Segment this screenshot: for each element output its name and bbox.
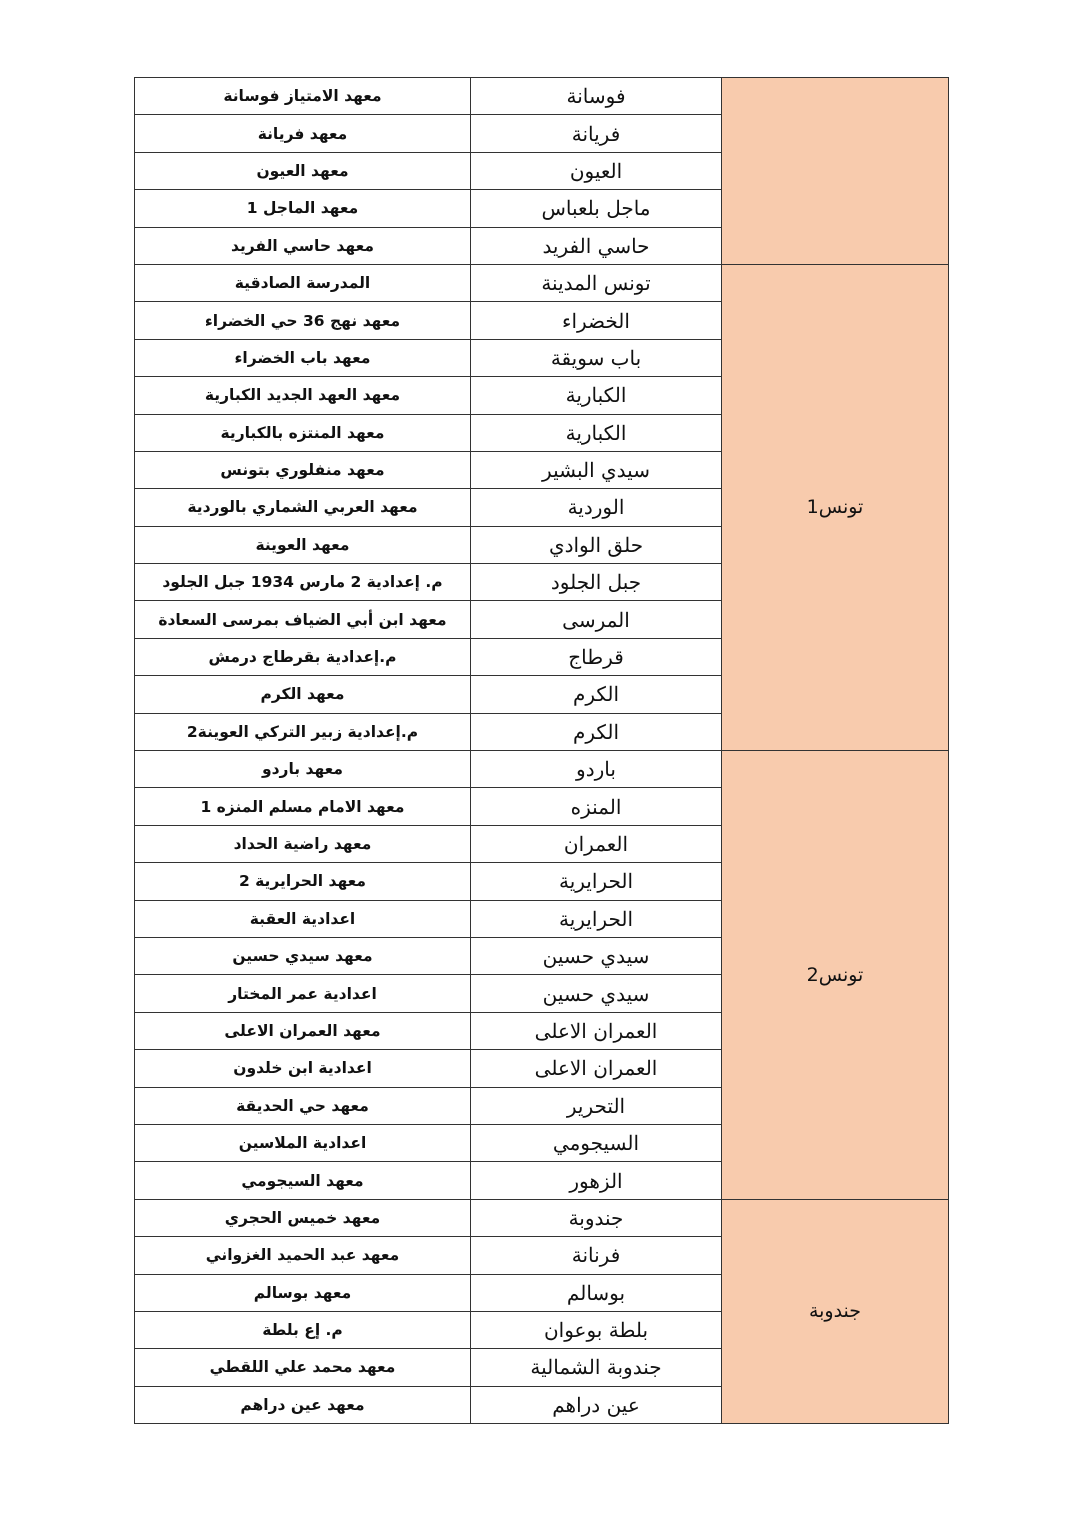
region-cell — [722, 78, 949, 265]
school-cell: معهد باردو — [135, 751, 471, 788]
delegation-cell: الوردية — [471, 489, 722, 526]
table-row — [135, 1199, 949, 1236]
delegation-cell: جندوبة — [471, 1199, 722, 1236]
delegation-cell: العمران الاعلى — [471, 1012, 722, 1049]
school-cell: معهد العمران الاعلى — [135, 1012, 471, 1049]
school-cell: م.إعدادية بقرطاج درمش — [135, 638, 471, 675]
delegation-cell: الحرايرية — [471, 900, 722, 937]
delegation-cell: فوسانة — [471, 78, 722, 115]
school-cell: اعدادية ابن خلدون — [135, 1050, 471, 1087]
delegation-cell: عين دراهم — [471, 1386, 722, 1423]
school-cell: معهد الامتياز فوسانة — [135, 78, 471, 115]
delegation-cell: الكرم — [471, 676, 722, 713]
school-cell: معهد الكرم — [135, 676, 471, 713]
delegation-cell: السيجومي — [471, 1124, 722, 1161]
school-cell: معهد العهد الجديد الكبارية — [135, 377, 471, 414]
delegation-cell: ماجل بلعباس — [471, 190, 722, 227]
school-cell: معهد عبد الحميد الغزواني — [135, 1237, 471, 1274]
school-cell: معهد فريانة — [135, 115, 471, 152]
school-cell: معهد عين دراهم — [135, 1386, 471, 1423]
school-cell: معهد نهج 36 حي الخضراء — [135, 302, 471, 339]
delegation-cell: التحرير — [471, 1087, 722, 1124]
region-cell: تونس1 — [722, 264, 949, 750]
school-cell: معهد العوينة — [135, 526, 471, 563]
delegation-cell: العمران — [471, 825, 722, 862]
school-cell: م. إع بلطة — [135, 1311, 471, 1348]
delegation-cell: بوسالم — [471, 1274, 722, 1311]
table-row — [135, 751, 949, 788]
delegation-cell: المنزه — [471, 788, 722, 825]
delegation-cell: حلق الوادي — [471, 526, 722, 563]
region-cell: تونس2 — [722, 751, 949, 1200]
school-cell: معهد المنتزه بالكبارية — [135, 414, 471, 451]
school-cell: معهد سيدي حسين — [135, 937, 471, 974]
schools-table — [134, 77, 949, 1424]
school-cell: معهد السيجومي — [135, 1162, 471, 1199]
school-cell: معهد الماجل 1 — [135, 190, 471, 227]
school-cell: معهد حي الحديقة — [135, 1087, 471, 1124]
school-cell: معهد الحرايرية 2 — [135, 863, 471, 900]
school-cell: معهد محمد علي اللقطي — [135, 1349, 471, 1386]
schools-table-body — [135, 78, 949, 1424]
delegation-cell: الكبارية — [471, 377, 722, 414]
delegation-cell: جندوبة الشمالية — [471, 1349, 722, 1386]
school-cell: معهد ابن أبي الضياف بمرسى السعادة — [135, 601, 471, 638]
school-cell: المدرسة الصادقية — [135, 264, 471, 301]
school-cell: م. إعدادية 2 مارس 1934 جبل الجلود — [135, 564, 471, 601]
school-cell: معهد خميس الحجري — [135, 1199, 471, 1236]
table-row — [135, 264, 949, 301]
delegation-cell: العيون — [471, 152, 722, 189]
delegation-cell: سيدي حسين — [471, 937, 722, 974]
school-cell: اعدادية الملاسين — [135, 1124, 471, 1161]
delegation-cell: بلطة بوعوان — [471, 1311, 722, 1348]
delegation-cell: قرطاج — [471, 638, 722, 675]
delegation-cell: الحرايرية — [471, 863, 722, 900]
school-cell: معهد راضية الحداد — [135, 825, 471, 862]
school-cell: اعدادية العقبة — [135, 900, 471, 937]
delegation-cell: العمران الاعلى — [471, 1050, 722, 1087]
school-cell: معهد العيون — [135, 152, 471, 189]
school-cell: معهد حاسي الفريد — [135, 227, 471, 264]
school-cell: معهد باب الخضراء — [135, 339, 471, 376]
delegation-cell: الزهور — [471, 1162, 722, 1199]
delegation-cell: فريانة — [471, 115, 722, 152]
region-cell: جندوبة — [722, 1199, 949, 1423]
school-cell: معهد منفلوري بتونس — [135, 451, 471, 488]
school-cell: معهد بوسالم — [135, 1274, 471, 1311]
delegation-cell: فرنانة — [471, 1237, 722, 1274]
delegation-cell: تونس المدينة — [471, 264, 722, 301]
delegation-cell: جبل الجلود — [471, 564, 722, 601]
delegation-cell: سيدي حسين — [471, 975, 722, 1012]
school-cell: م.إعدادية زبير التركي العوينة2 — [135, 713, 471, 750]
delegation-cell: المرسى — [471, 601, 722, 638]
delegation-cell: باردو — [471, 751, 722, 788]
delegation-cell: الكبارية — [471, 414, 722, 451]
delegation-cell: سيدي البشير — [471, 451, 722, 488]
delegation-cell: الكرم — [471, 713, 722, 750]
delegation-cell: حاسي الفريد — [471, 227, 722, 264]
delegation-cell: الخضراء — [471, 302, 722, 339]
school-cell: معهد العربي الشماري بالوردية — [135, 489, 471, 526]
table-row — [135, 78, 949, 115]
school-cell: اعدادية عمر المختار — [135, 975, 471, 1012]
school-cell: معهد الامام مسلم المنزه 1 — [135, 788, 471, 825]
delegation-cell: باب سويقة — [471, 339, 722, 376]
